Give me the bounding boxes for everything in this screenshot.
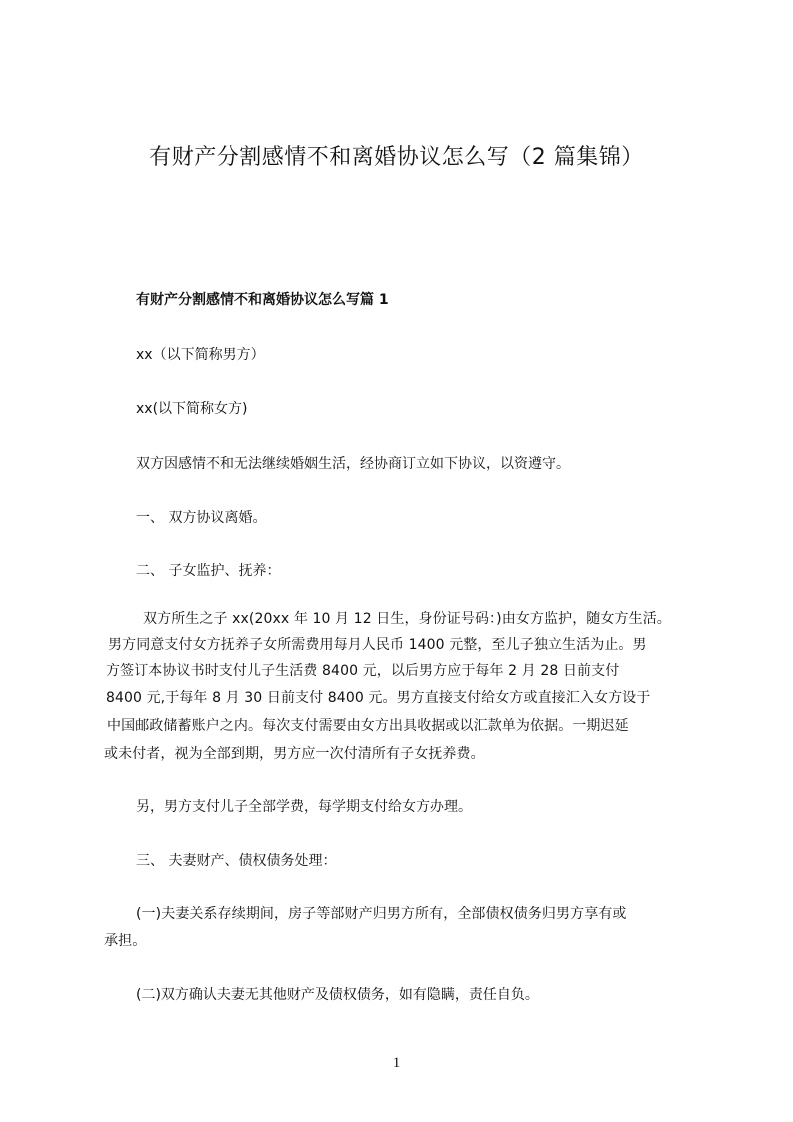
paragraph-line: 8400 元,于每年 8 月 30 日前支付 8400 元。男方直接支付给女方或直接汇入女方设于: [106, 690, 651, 706]
paragraph-line: 双方所生之子 xx(20xx 年 10 月 12 日生，身份证号码：)由女方监护，随女方生活。: [143, 611, 671, 627]
paragraph-line: 方签订本协议书时支付儿子生活费 8400 元，以后男方应于每年 2 月 28 日前支付: [106, 663, 620, 679]
clause-2-heading: 二、 子女监护、抚养：: [136, 563, 281, 579]
clause-3-item-2: (二)双方确认夫妻无其他财产及债权债务，如有隐瞒，责任自负。: [136, 987, 539, 1003]
party-female-line: xx(以下简称女方): [136, 401, 248, 417]
paragraph-line: 男方同意支付女方抚养子女所需费用每月人民币 1400 元整，至儿子独立生活为止。男: [108, 637, 647, 653]
document-title: 有财产分割感情不和离婚协议怎么写（2 篇集锦）: [149, 145, 644, 170]
paragraph-line: 或未付者，视为全部到期，男方应一次付清所有子女抚养费。: [104, 746, 485, 762]
party-male-line: xx（以下简称男方）: [136, 347, 265, 363]
tuition-note: 另，男方支付儿子全部学费，每学期支付给女方办理。: [136, 799, 472, 815]
page-number: 1: [392, 1055, 401, 1071]
section-heading: 有财产分割感情不和离婚协议怎么写篇 1: [136, 292, 389, 308]
paragraph-line: 承担。: [104, 933, 147, 949]
paragraph-line: (一)夫妻关系存续期间，房子等部财产归男方所有，全部债权债务归男方享有或: [136, 906, 627, 922]
clause-1: 一、 双方协议离婚。: [136, 510, 267, 526]
paragraph-line: 中国邮政储蓄账户之内。每次支付需要由女方出具收据或以汇款单为依据。一期迟延: [107, 718, 629, 734]
clause-3-heading: 三、 夫妻财产、债权债务处理：: [136, 853, 337, 869]
intro-paragraph: 双方因感情不和无法继续婚姻生活，经协商订立如下协议，以资遵守。: [136, 456, 570, 472]
